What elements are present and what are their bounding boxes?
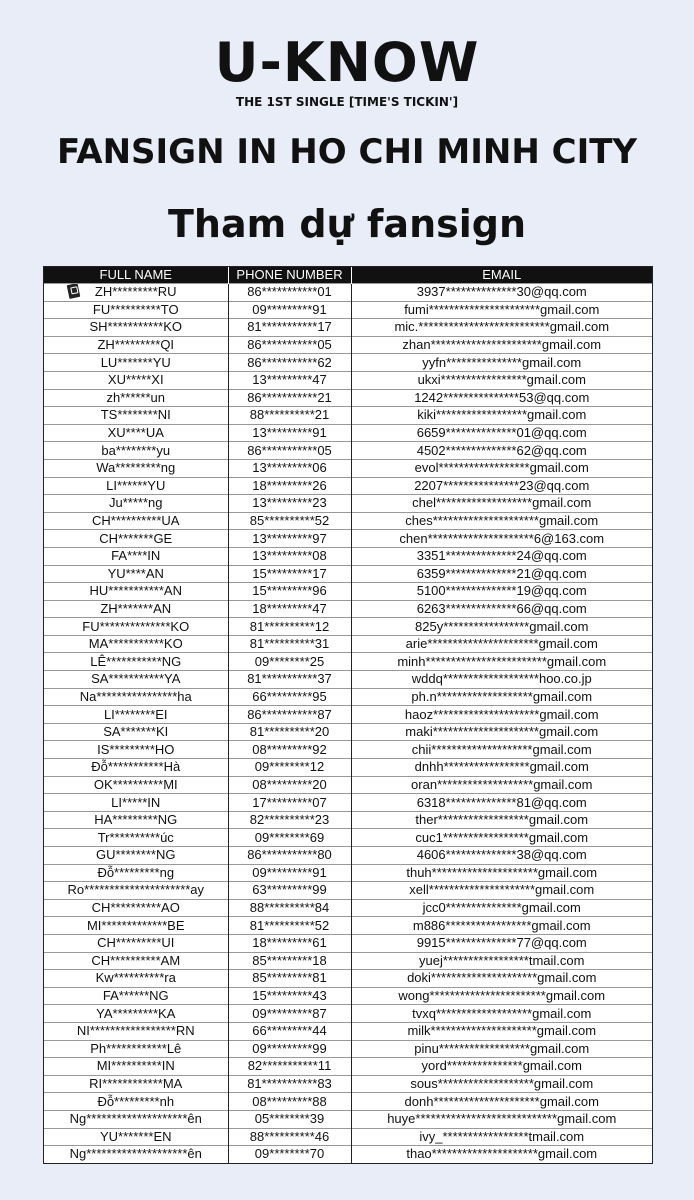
phone-cell: 08*********88: [228, 1093, 351, 1111]
name-cell: YU*******EN: [44, 1128, 228, 1146]
email-cell: pinu******************gmail.com: [351, 1040, 652, 1058]
phone-cell: 09********69: [228, 829, 351, 847]
name-text: ZH*********RU: [94, 284, 177, 300]
name-cell: LI******YU: [44, 477, 228, 495]
name-cell: Đỗ***********Hà: [44, 759, 228, 777]
email-cell: milk*********************gmail.com: [351, 1022, 652, 1040]
name-cell: LÊ***********NG: [44, 653, 228, 671]
table-row: [44, 987, 652, 1005]
email-cell: yord***************gmail.com: [351, 1058, 652, 1076]
attendee-table-container: [43, 266, 653, 1164]
email-cell: mic.**************************gmail.com: [351, 319, 652, 337]
phone-cell: 15*********43: [228, 987, 351, 1005]
email-cell: wddq*******************hoo.co.jp: [351, 671, 652, 689]
phone-cell: 66*********95: [228, 688, 351, 706]
phone-cell: 86***********01: [228, 284, 351, 302]
column-header-email: EMAIL: [351, 267, 652, 284]
phone-cell: 15*********17: [228, 565, 351, 583]
table-row: [44, 706, 652, 724]
phone-cell: 17*********07: [228, 794, 351, 812]
email-cell: 2207***************23@qq.com: [351, 477, 652, 495]
table-row: [44, 301, 652, 319]
phone-cell: 13*********97: [228, 530, 351, 548]
phone-cell: 88**********21: [228, 407, 351, 425]
phone-cell: 09*********91: [228, 864, 351, 882]
name-cell: FA******NG: [44, 987, 228, 1005]
email-cell: 6659**************01@qq.com: [351, 424, 652, 442]
email-cell: minh************************gmail.com: [351, 653, 652, 671]
email-cell: 3937**************30@qq.com: [351, 284, 652, 302]
email-cell: 3351**************24@qq.com: [351, 547, 652, 565]
name-cell: IS*********HO: [44, 741, 228, 759]
table-row: [44, 899, 652, 917]
table-row: [44, 794, 652, 812]
phone-cell: 09********12: [228, 759, 351, 777]
phone-cell: 66*********44: [228, 1022, 351, 1040]
name-cell: FA****IN: [44, 547, 228, 565]
email-cell: yyfn***************gmail.com: [351, 354, 652, 372]
name-cell: Ng********************ên: [44, 1110, 228, 1128]
table-row: [44, 371, 652, 389]
phone-cell: 82**********23: [228, 811, 351, 829]
table-row: [44, 354, 652, 372]
phone-cell: 09*********87: [228, 1005, 351, 1023]
table-row: [44, 600, 652, 618]
artist-title: U-KNOW: [214, 31, 480, 94]
name-cell: CH**********UA: [44, 512, 228, 530]
phone-cell: 85**********52: [228, 512, 351, 530]
book-icon: [67, 284, 81, 299]
table-row: [44, 1005, 652, 1023]
name-cell: Ju*****ng: [44, 495, 228, 513]
name-cell: Ph************Lê: [44, 1040, 228, 1058]
phone-cell: 86***********87: [228, 706, 351, 724]
attendee-table: [44, 267, 652, 1163]
email-cell: fumi**********************gmail.com: [351, 301, 652, 319]
email-cell: doki*********************gmail.com: [351, 970, 652, 988]
phone-cell: 13*********91: [228, 424, 351, 442]
name-cell: LI********EI: [44, 706, 228, 724]
name-cell: Wa*********ng: [44, 459, 228, 477]
name-cell: Na****************ha: [44, 688, 228, 706]
name-cell: SH***********KO: [44, 319, 228, 337]
table-row: [44, 336, 652, 354]
email-cell: chii********************gmail.com: [351, 741, 652, 759]
name-cell: CH*********UI: [44, 934, 228, 952]
table-row: [44, 547, 652, 565]
phone-cell: 09*********91: [228, 301, 351, 319]
name-cell: [44, 284, 228, 302]
name-cell: NI*****************RN: [44, 1022, 228, 1040]
name-cell: GU********NG: [44, 847, 228, 865]
table-row: [44, 389, 652, 407]
table-row: [44, 1146, 652, 1163]
email-cell: cuc1*****************gmail.com: [351, 829, 652, 847]
table-row: [44, 970, 652, 988]
phone-cell: 18*********61: [228, 934, 351, 952]
phone-cell: 08*********20: [228, 776, 351, 794]
name-cell: YA*********KA: [44, 1005, 228, 1023]
email-cell: ukxi*****************gmail.com: [351, 371, 652, 389]
phone-cell: 85*********18: [228, 952, 351, 970]
table-header-row: [44, 267, 652, 284]
phone-cell: 81***********83: [228, 1075, 351, 1093]
name-cell: ba********yu: [44, 442, 228, 460]
table-row: [44, 952, 652, 970]
phone-cell: 86***********80: [228, 847, 351, 865]
table-row: [44, 530, 652, 548]
email-cell: chen*********************6@163.com: [351, 530, 652, 548]
table-body: [44, 284, 652, 1163]
phone-cell: 18*********47: [228, 600, 351, 618]
table-row: [44, 407, 652, 425]
email-cell: 9915**************77@qq.com: [351, 934, 652, 952]
table-row: [44, 1093, 652, 1111]
name-cell: OK**********MI: [44, 776, 228, 794]
phone-cell: 15*********96: [228, 583, 351, 601]
name-cell: XU*****XI: [44, 371, 228, 389]
table-row: [44, 284, 652, 302]
phone-cell: 86***********62: [228, 354, 351, 372]
table-row: [44, 424, 652, 442]
name-cell: Đỗ*********nh: [44, 1093, 228, 1111]
phone-cell: 09********25: [228, 653, 351, 671]
table-row: [44, 847, 652, 865]
table-row: [44, 477, 652, 495]
table-row: [44, 934, 652, 952]
table-row: [44, 635, 652, 653]
phone-cell: 13*********08: [228, 547, 351, 565]
email-cell: dnhh*****************gmail.com: [351, 759, 652, 777]
name-cell: ZH*********QI: [44, 336, 228, 354]
email-cell: 4502**************62@qq.com: [351, 442, 652, 460]
phone-cell: 63*********99: [228, 882, 351, 900]
name-cell: Đỗ*********ng: [44, 864, 228, 882]
table-row: [44, 776, 652, 794]
email-cell: kiki******************gmail.com: [351, 407, 652, 425]
email-cell: jcc0***************gmail.com: [351, 899, 652, 917]
phone-cell: 08*********92: [228, 741, 351, 759]
phone-cell: 88**********46: [228, 1128, 351, 1146]
table-row: [44, 1110, 652, 1128]
phone-cell: 82***********11: [228, 1058, 351, 1076]
email-cell: wong***********************gmail.com: [351, 987, 652, 1005]
phone-cell: 81**********52: [228, 917, 351, 935]
email-cell: thuh*********************gmail.com: [351, 864, 652, 882]
table-row: [44, 583, 652, 601]
table-row: [44, 565, 652, 583]
name-cell: CH*******GE: [44, 530, 228, 548]
email-cell: yuej*****************tmail.com: [351, 952, 652, 970]
email-cell: maki*********************gmail.com: [351, 723, 652, 741]
table-row: [44, 653, 652, 671]
phone-cell: 86***********21: [228, 389, 351, 407]
table-row: [44, 917, 652, 935]
name-cell: LU*******YU: [44, 354, 228, 372]
email-cell: oran*******************gmail.com: [351, 776, 652, 794]
phone-cell: 05********39: [228, 1110, 351, 1128]
email-cell: ches*********************gmail.com: [351, 512, 652, 530]
phone-cell: 86***********05: [228, 442, 351, 460]
name-cell: MA***********KO: [44, 635, 228, 653]
table-row: [44, 495, 652, 513]
email-cell: 4606**************38@qq.com: [351, 847, 652, 865]
phone-cell: 18*********26: [228, 477, 351, 495]
email-cell: 825y*****************gmail.com: [351, 618, 652, 636]
name-cell: CH**********AM: [44, 952, 228, 970]
phone-cell: 13*********47: [228, 371, 351, 389]
name-cell: SA***********YA: [44, 671, 228, 689]
table-row: [44, 1128, 652, 1146]
table-row: [44, 1040, 652, 1058]
name-cell: MI*************BE: [44, 917, 228, 935]
name-cell: ZH*******AN: [44, 600, 228, 618]
name-cell: RI************MA: [44, 1075, 228, 1093]
phone-cell: 13*********06: [228, 459, 351, 477]
phone-cell: 86***********05: [228, 336, 351, 354]
email-cell: ivy_*****************tmail.com: [351, 1128, 652, 1146]
email-cell: thao*********************gmail.com: [351, 1146, 652, 1163]
phone-cell: 81***********17: [228, 319, 351, 337]
table-row: [44, 319, 652, 337]
table-row: [44, 1058, 652, 1076]
phone-cell: 81***********37: [228, 671, 351, 689]
table-row: [44, 618, 652, 636]
table-row: [44, 1075, 652, 1093]
name-cell: HA*********NG: [44, 811, 228, 829]
name-cell: TS********NI: [44, 407, 228, 425]
table-row: [44, 1022, 652, 1040]
column-header-full-name: FULL NAME: [44, 267, 228, 284]
table-row: [44, 723, 652, 741]
email-cell: donh*********************gmail.com: [351, 1093, 652, 1111]
name-cell: LI*****IN: [44, 794, 228, 812]
phone-cell: 81**********12: [228, 618, 351, 636]
table-row: [44, 442, 652, 460]
email-cell: m886*****************gmail.com: [351, 917, 652, 935]
name-cell: XU****UA: [44, 424, 228, 442]
email-cell: tvxq*******************gmail.com: [351, 1005, 652, 1023]
name-cell: HU***********AN: [44, 583, 228, 601]
table-row: [44, 829, 652, 847]
phone-cell: 85*********81: [228, 970, 351, 988]
email-cell: ther******************gmail.com: [351, 811, 652, 829]
name-cell: Tr**********úc: [44, 829, 228, 847]
phone-cell: 88**********84: [228, 899, 351, 917]
column-header-phone-number: PHONE NUMBER: [228, 267, 351, 284]
name-cell: CH**********AO: [44, 899, 228, 917]
phone-cell: 13*********23: [228, 495, 351, 513]
email-cell: 6318**************81@qq.com: [351, 794, 652, 812]
email-cell: zhan**********************gmail.com: [351, 336, 652, 354]
email-cell: haoz*********************gmail.com: [351, 706, 652, 724]
table-row: [44, 671, 652, 689]
table-row: [44, 811, 652, 829]
section-title: Tham dự fansign: [167, 202, 527, 246]
table-row: [44, 759, 652, 777]
phone-cell: 09********70: [228, 1146, 351, 1163]
name-cell: SA*******KI: [44, 723, 228, 741]
email-cell: ph.n*******************gmail.com: [351, 688, 652, 706]
email-cell: huye****************************gmail.com: [351, 1110, 652, 1128]
table-row: [44, 864, 652, 882]
email-cell: 5100**************19@qq.com: [351, 583, 652, 601]
email-cell: 6359**************21@qq.com: [351, 565, 652, 583]
name-cell: FU**************KO: [44, 618, 228, 636]
single-subtitle: THE 1ST SINGLE [TIME'S TICKIN']: [235, 95, 459, 109]
name-cell: Kw**********ra: [44, 970, 228, 988]
name-cell: Ng********************ên: [44, 1146, 228, 1163]
name-cell: Ro*********************ay: [44, 882, 228, 900]
table-row: [44, 688, 652, 706]
email-cell: 1242***************53@qq.com: [351, 389, 652, 407]
email-cell: chel*******************gmail.com: [351, 495, 652, 513]
name-cell: YU****AN: [44, 565, 228, 583]
name-cell: FU**********TO: [44, 301, 228, 319]
phone-cell: 81**********20: [228, 723, 351, 741]
table-row: [44, 741, 652, 759]
name-cell: zh******un: [44, 389, 228, 407]
email-cell: sous*******************gmail.com: [351, 1075, 652, 1093]
table-row: [44, 512, 652, 530]
email-cell: evol******************gmail.com: [351, 459, 652, 477]
phone-cell: 09*********99: [228, 1040, 351, 1058]
phone-cell: 81**********31: [228, 635, 351, 653]
email-cell: arie**********************gmail.com: [351, 635, 652, 653]
email-cell: xell*********************gmail.com: [351, 882, 652, 900]
table-row: [44, 882, 652, 900]
email-cell: 6263**************66@qq.com: [351, 600, 652, 618]
name-cell: MI**********IN: [44, 1058, 228, 1076]
table-row: [44, 459, 652, 477]
event-title: FANSIGN IN HO CHI MINH CITY: [56, 132, 638, 172]
